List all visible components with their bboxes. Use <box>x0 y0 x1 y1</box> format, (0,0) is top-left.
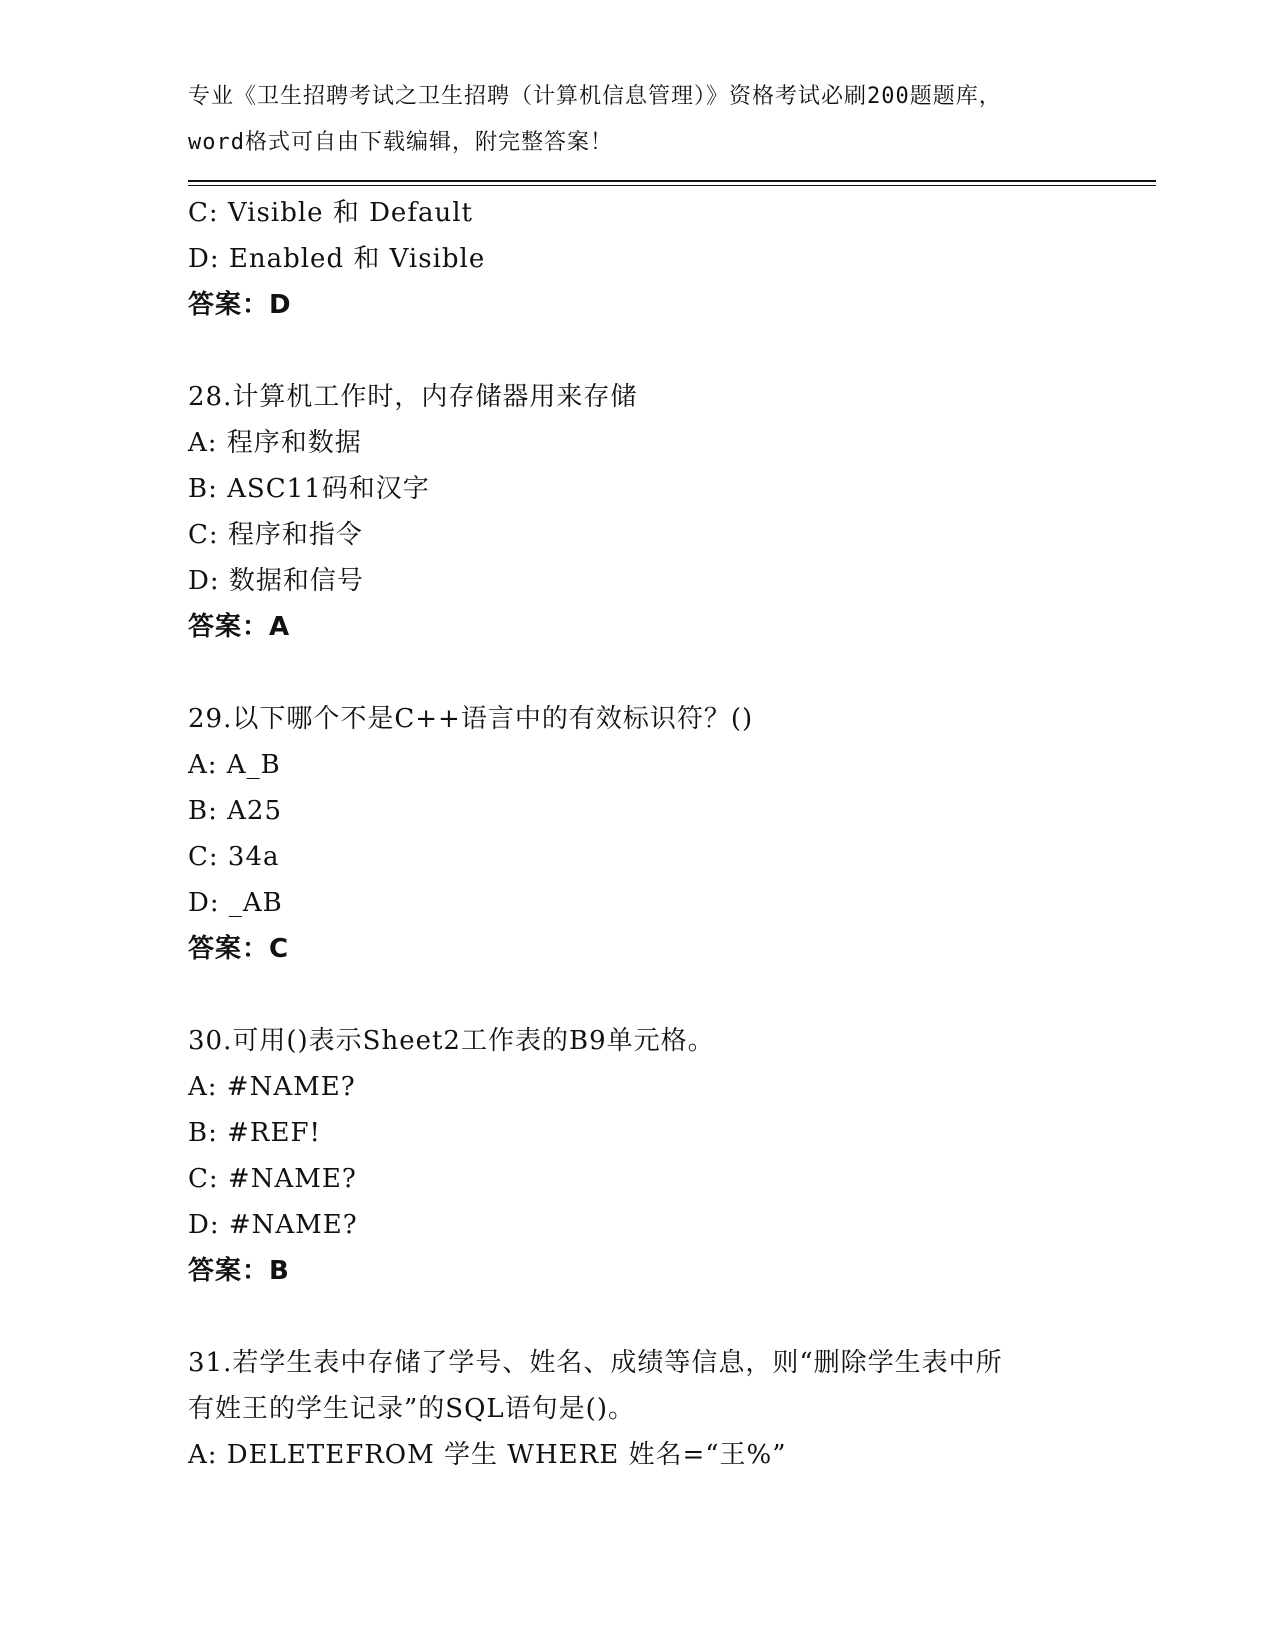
option-a: A: #NAME? <box>188 1072 356 1102</box>
answer: 答案：A <box>188 612 291 642</box>
question-stem: 30.可用()表示Sheet2工作表的B9单元格。 <box>188 1026 715 1056</box>
option-d: D: _AB <box>188 888 283 918</box>
question-30 <box>188 1018 1088 1294</box>
answer: 答案：D <box>188 290 292 320</box>
option-d: D: Enabled 和 Visible <box>188 244 486 274</box>
option-b: B: A25 <box>188 796 282 826</box>
option-a: A: DELETEFROM 学生 WHERE 姓名=“王%” <box>188 1440 787 1470</box>
option-b: B: ASC11码和汉字 <box>188 474 430 504</box>
header-divider <box>188 180 1156 186</box>
option-d: D: 数据和信号 <box>188 566 364 596</box>
question-29 <box>188 696 1088 972</box>
option-b: B: #REF! <box>188 1118 321 1148</box>
question-stem: 28.计算机工作时，内存储器用来存储 <box>188 382 638 412</box>
option-a: A: 程序和数据 <box>188 428 362 458</box>
header-line-2: word格式可自由下载编辑，附完整答案！ <box>188 130 613 155</box>
question-27-tail <box>188 190 1088 328</box>
option-c: C: #NAME? <box>188 1164 357 1194</box>
question-stem-line-2: 有姓王的学生记录”的SQL语句是()。 <box>188 1394 635 1424</box>
option-c: C: 程序和指令 <box>188 520 363 550</box>
option-d: D: #NAME? <box>188 1210 358 1240</box>
answer: 答案：C <box>188 934 290 964</box>
question-list <box>188 190 1088 1478</box>
header-line-1: 专业《卫生招聘考试之卫生招聘（计算机信息管理）》资格考试必刷200题题库， <box>188 84 1002 109</box>
option-a: A: A_B <box>188 750 281 780</box>
question-31 <box>188 1340 1088 1478</box>
option-c: C: 34a <box>188 842 280 872</box>
question-28 <box>188 374 1088 650</box>
option-c: C: Visible 和 Default <box>188 198 473 228</box>
question-stem: 29.以下哪个不是C++语言中的有效标识符？() <box>188 704 754 734</box>
document-header <box>188 74 1088 166</box>
question-stem-line-1: 31.若学生表中存储了学号、姓名、成绩等信息，则“删除学生表中所 <box>188 1348 1003 1378</box>
answer: 答案：B <box>188 1256 290 1286</box>
